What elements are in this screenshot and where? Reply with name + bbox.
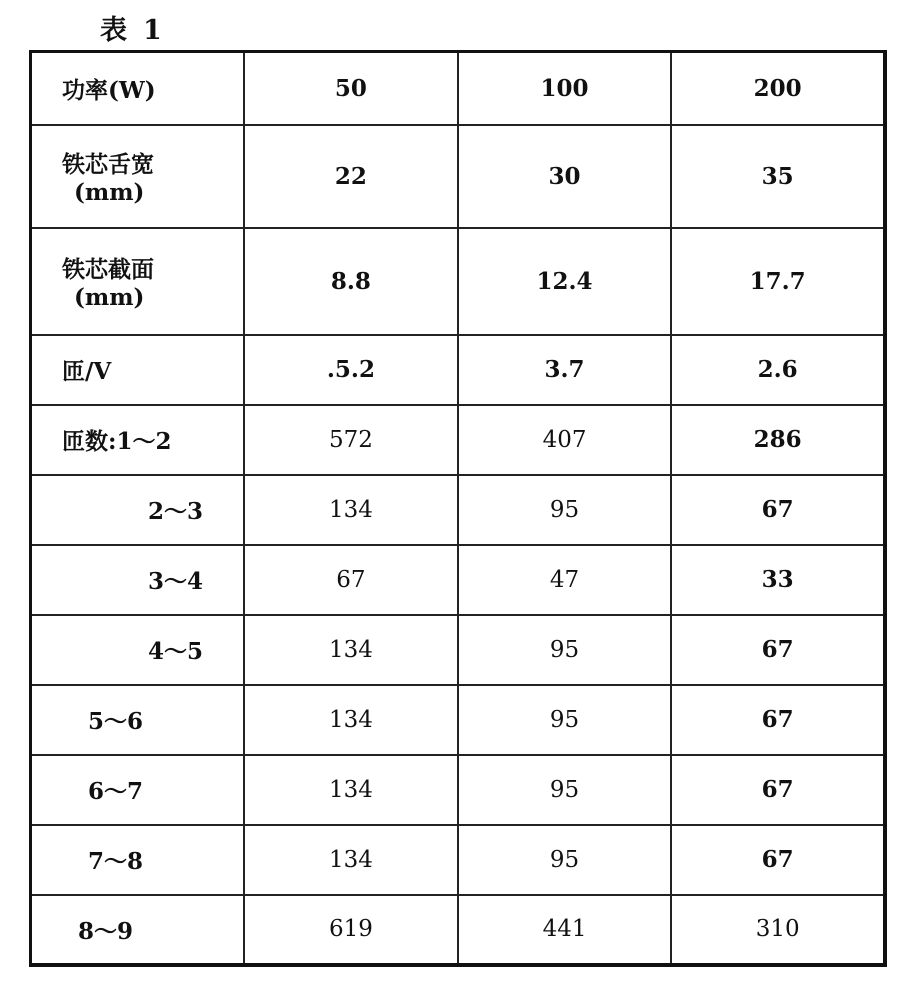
table-cell: 407 xyxy=(458,405,672,475)
table-cell: 441 xyxy=(458,895,672,965)
table-cell: 12.4 xyxy=(458,228,672,335)
table-cell: 95 xyxy=(458,755,672,825)
table-cell: 67 xyxy=(671,755,885,825)
table-cell: 134 xyxy=(244,825,458,895)
row-label-tap-2-3: 2～3 xyxy=(31,475,245,545)
table-cell: 67 xyxy=(671,615,885,685)
table-cell: 134 xyxy=(244,685,458,755)
row-label-tap-5-6: 5～6 xyxy=(31,685,245,755)
table-cell: 134 xyxy=(244,615,458,685)
table-cell: 572 xyxy=(244,405,458,475)
table-row xyxy=(31,228,886,335)
row-label-tap-3-4: 3～4 xyxy=(31,545,245,615)
row-label-core-cross-section xyxy=(31,228,245,335)
row-label-line: 铁芯截面 xyxy=(62,256,154,283)
caption-number: 1 xyxy=(143,15,164,46)
table-row xyxy=(31,405,886,475)
table-cell: 22 xyxy=(244,125,458,228)
row-label-turns-1-2: 匝数:1～2 xyxy=(31,405,245,475)
row-label-tap-4-5: 4～5 xyxy=(31,615,245,685)
table-cell: 95 xyxy=(458,615,672,685)
header-cell-power: 功率(W) xyxy=(62,76,156,104)
transformer-turns-table xyxy=(29,50,887,967)
header-cell-200: 200 xyxy=(671,52,885,125)
row-label-tap-6-7: 6～7 xyxy=(31,755,245,825)
table-cell: 2.6 xyxy=(671,335,885,405)
table-row xyxy=(31,685,886,755)
table-cell: 30 xyxy=(458,125,672,228)
table-cell: 35 xyxy=(671,125,885,228)
row-label-line: 铁芯舌宽 xyxy=(62,151,154,178)
table-cell: 67 xyxy=(244,545,458,615)
table-cell: 95 xyxy=(458,685,672,755)
table-cell: 95 xyxy=(458,825,672,895)
table-cell: 67 xyxy=(671,825,885,895)
table-cell: 310 xyxy=(671,895,885,965)
row-label-turns-per-volt: 匝/V xyxy=(31,335,245,405)
header-row xyxy=(31,52,886,125)
table-row xyxy=(31,335,886,405)
table-cell: 286 xyxy=(671,405,885,475)
table-cell: 33 xyxy=(671,545,885,615)
table-cell: 67 xyxy=(671,475,885,545)
row-label-tap-8-9: 8～9 xyxy=(31,895,245,965)
row-label-tap-7-8: 7～8 xyxy=(31,825,245,895)
table-caption xyxy=(100,8,164,47)
table-row xyxy=(31,895,886,965)
table-cell: 134 xyxy=(244,475,458,545)
row-label-unit: (mm) xyxy=(74,284,145,311)
header-cell-50: 50 xyxy=(244,52,458,125)
table-cell: 134 xyxy=(244,755,458,825)
row-label-core-tongue-width xyxy=(31,125,245,228)
header-cell-100: 100 xyxy=(458,52,672,125)
table-row xyxy=(31,545,886,615)
table-cell: 3.7 xyxy=(458,335,672,405)
table-cell: 8.8 xyxy=(244,228,458,335)
table-row xyxy=(31,475,886,545)
table-row xyxy=(31,755,886,825)
table-row xyxy=(31,825,886,895)
table-row xyxy=(31,615,886,685)
table-cell: 619 xyxy=(244,895,458,965)
table-cell: 47 xyxy=(458,545,672,615)
table-cell: 95 xyxy=(458,475,672,545)
caption-label: 表 xyxy=(100,15,129,46)
table-row xyxy=(31,125,886,228)
table-cell: 67 xyxy=(671,685,885,755)
table-cell: 17.7 xyxy=(671,228,885,335)
table-cell: .5.2 xyxy=(244,335,458,405)
row-label-unit: (mm) xyxy=(74,179,145,206)
